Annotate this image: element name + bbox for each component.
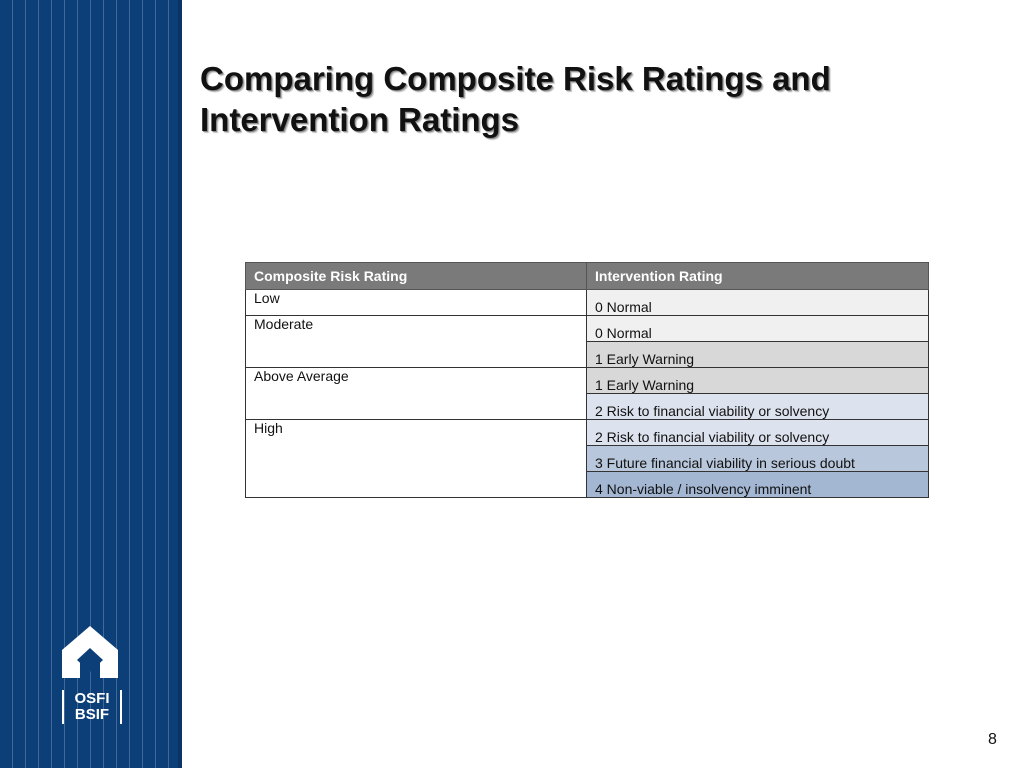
intervention-cell: 0 Normal <box>587 316 929 342</box>
intervention-cell: 0 Normal <box>587 290 929 316</box>
table-row <box>246 316 929 342</box>
intervention-cell: 3 Future financial viability in serious doubt <box>587 446 929 472</box>
title-line-2: Intervention Ratings <box>200 101 520 138</box>
slide-number: 8 <box>988 731 997 748</box>
logo-line-osfi: OSFI <box>74 690 110 707</box>
table-row <box>246 420 929 446</box>
sidebar-edge <box>178 0 182 768</box>
composite-rating-above-average: Above Average <box>246 368 587 420</box>
intervention-cell: 1 Early Warning <box>587 342 929 368</box>
intervention-cell: 2 Risk to financial viability or solvency <box>587 394 929 420</box>
header-composite-risk-rating: Composite Risk Rating <box>246 263 587 290</box>
osfi-logo-icon <box>60 624 120 680</box>
composite-rating-high: High <box>246 420 587 498</box>
intervention-cell: 4 Non-viable / insolvency imminent <box>587 472 929 498</box>
table-row <box>246 290 929 316</box>
title-line-1: Comparing Composite Risk Ratings and <box>200 60 831 97</box>
intervention-cell: 1 Early Warning <box>587 368 929 394</box>
logo-line-bsif: BSIF <box>74 706 110 723</box>
table-row <box>246 368 929 394</box>
page-title <box>200 58 1000 140</box>
composite-rating-low: Low <box>246 290 587 316</box>
intervention-cell: 2 Risk to financial viability or solvency <box>587 420 929 446</box>
header-intervention-rating: Intervention Rating <box>587 263 929 290</box>
ratings-table <box>245 262 929 498</box>
osfi-bsif-logo-text <box>62 690 122 724</box>
table-header-row <box>246 263 929 290</box>
sidebar-decoration <box>0 0 182 768</box>
composite-rating-moderate: Moderate <box>246 316 587 368</box>
